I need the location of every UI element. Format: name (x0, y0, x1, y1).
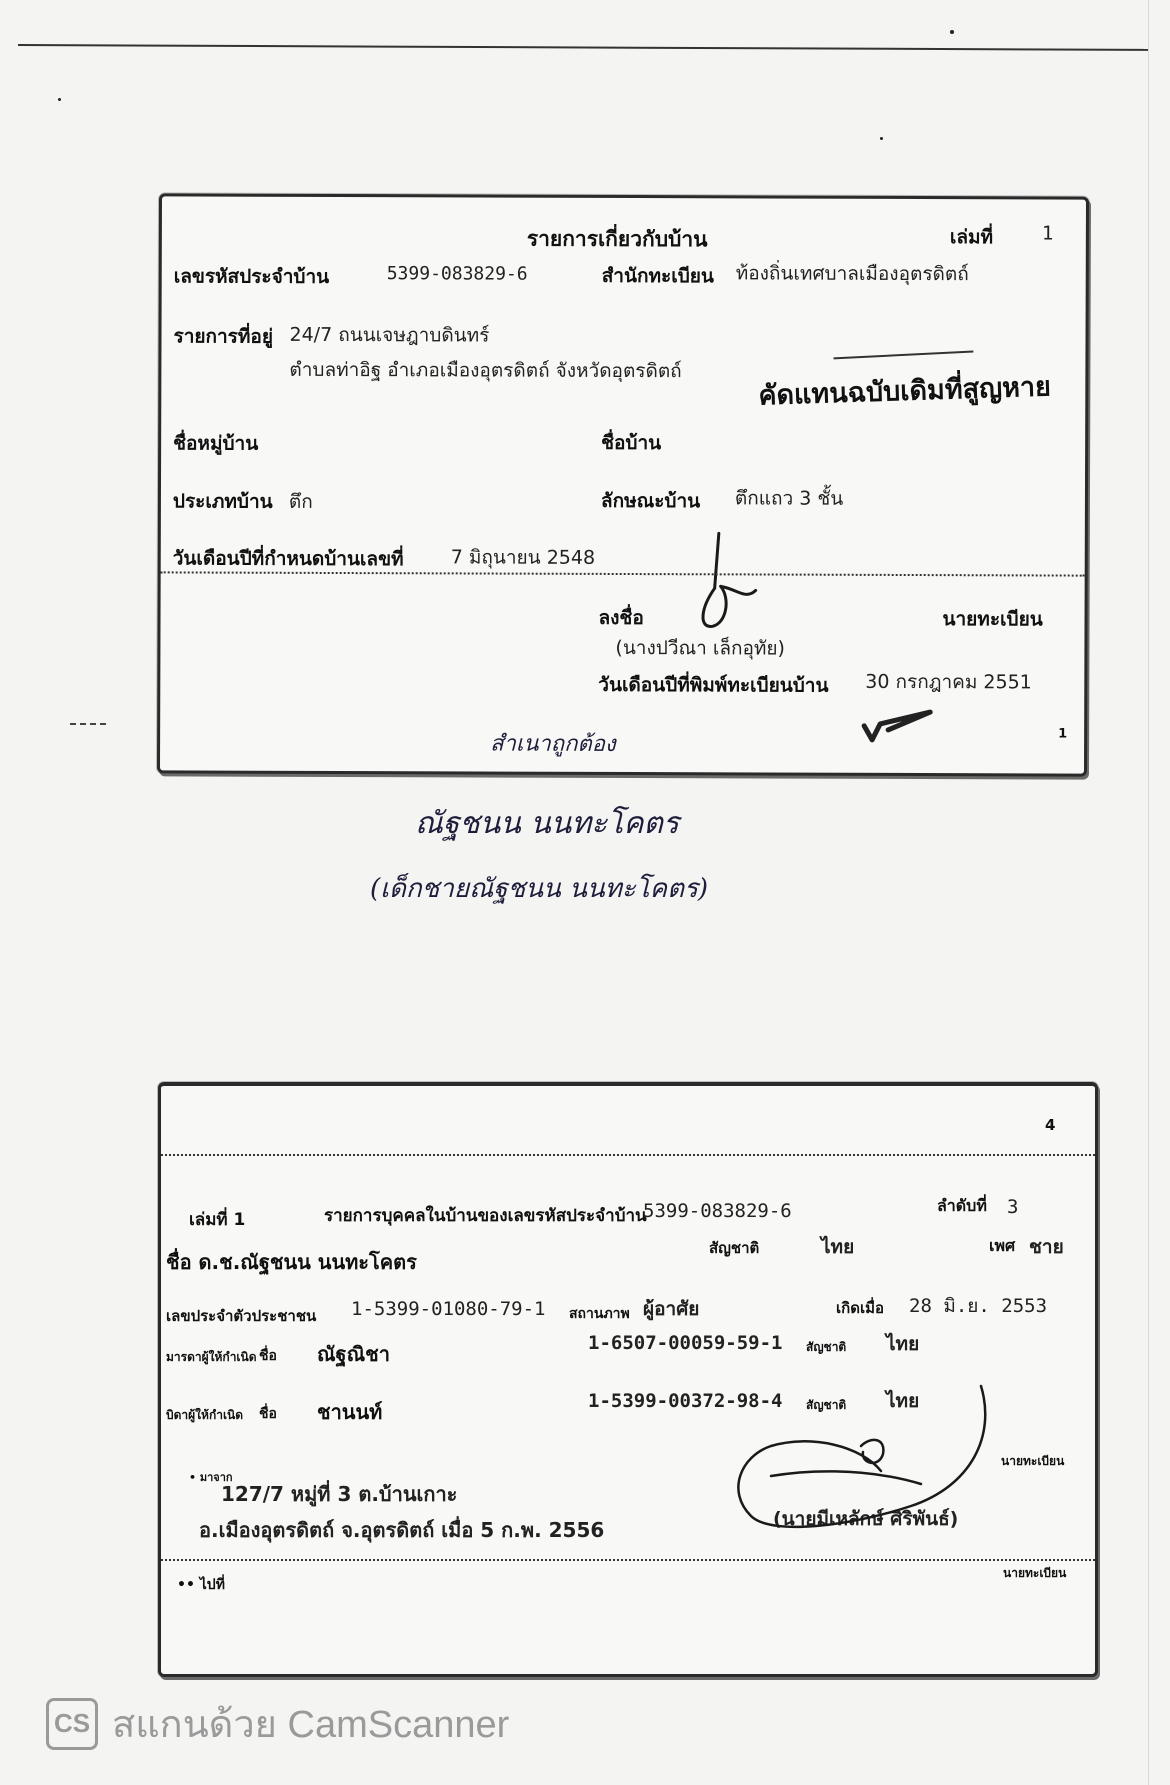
from-label: • มาจาก (189, 1471, 233, 1484)
sign-label: ลงชื่อ (598, 606, 644, 630)
mother-label: มารดาผู้ให้กำเนิด (166, 1350, 257, 1364)
replacement-stamp: คัดแทนฉบับเดิมที่สูญหาย (757, 371, 1052, 412)
order-label: ลำดับที่ (937, 1196, 987, 1215)
status-label: สถานภาพ (569, 1306, 630, 1322)
to-label: •• ไปที่ (177, 1577, 225, 1593)
house-id-value: 5399-083829-6 (643, 1200, 792, 1222)
father-nationality-value: ไทย (886, 1390, 920, 1412)
citizen-id-value: 1-5399-01080-79-1 (351, 1298, 546, 1320)
registrar-label: นายทะเบียน (942, 608, 1043, 631)
mother-id: 1-6507-00059-59-1 (588, 1332, 783, 1354)
registrar-name: (นายมีเหลักษ์ ศิริพันธ์) (773, 1508, 959, 1530)
card1-page-number: 1 (1058, 726, 1068, 742)
house-style-label: ลักษณะบ้าน (600, 489, 701, 513)
mother-nationality-value: ไทย (886, 1333, 920, 1355)
assigned-date-label: วันเดือนปีที่กำหนดบ้านเลขที่ (172, 547, 404, 571)
order-value: 3 (1007, 1196, 1019, 1218)
camscanner-logo-icon: CS (46, 1698, 98, 1750)
divider-dotted (161, 571, 1085, 576)
father-label: บิดาผู้ให้กำเนิด (166, 1408, 244, 1422)
mother-name: ณัฐณิชา (317, 1342, 390, 1366)
person-list-label: รายการบุคคลในบ้านของเลขรหัสประจำบ้าน (324, 1206, 647, 1226)
address-line1: 24/7 ถนนเจษฎาบดินทร์ (289, 323, 490, 347)
house-name-label: ชื่อบ้าน (601, 431, 662, 455)
scan-speck (950, 30, 954, 34)
assigned-date-value: 7 มิถุนายน 2548 (450, 546, 596, 569)
sex-label: เพศ (989, 1236, 1016, 1255)
nationality-value: ไทย (821, 1236, 855, 1258)
citizen-id-label: เลขประจำตัวประชาชน (166, 1307, 317, 1325)
father-name-label: ชื่อ (259, 1406, 277, 1422)
camscanner-watermark (46, 1693, 509, 1754)
father-nationality-label: สัญชาติ (806, 1398, 847, 1412)
card2-bottom-divider (161, 1559, 1095, 1561)
village-name-label: ชื่อหมู่บ้าน (173, 432, 259, 455)
print-date-value: 30 กรกฎาคม 2551 (865, 670, 1032, 694)
registrar-name: (นางปวีณา เล็กอุทัย) (615, 636, 786, 660)
card-title: รายการเกี่ยวกับบ้าน (526, 226, 708, 252)
stamp-underline (833, 351, 973, 360)
birth-value: 28 มิ.ย. 2553 (909, 1295, 1048, 1317)
house-type-label: ประเภทบ้าน (172, 490, 273, 513)
sex-value: ชาย (1029, 1236, 1064, 1258)
volume-label: เล่มที่ 1 (189, 1210, 246, 1230)
registrar-signature-1 (690, 528, 780, 638)
house-id-label: เลขรหัสประจำบ้าน (173, 265, 330, 288)
person-info-card (158, 1082, 1098, 1677)
card2-page-number: 4 (1045, 1116, 1056, 1134)
volume-label: เล่มที่ (949, 226, 994, 249)
house-info-card (157, 193, 1089, 776)
page-edge-top (18, 44, 1148, 51)
page-edge-right (1148, 0, 1149, 1785)
house-id-value: 5399-083829-6 (386, 263, 528, 285)
card2-top-divider (161, 1154, 1095, 1156)
margin-dash-mark (70, 723, 106, 725)
status-value: ผู้อาศัย (643, 1298, 700, 1320)
from-line2: อ.เมืองอุตรดิตถ์ จ.อุตรดิตถ์ เมื่อ 5 ก.พ. 2556 (199, 1518, 605, 1542)
person-name: ชื่อ ด.ช.ณัฐชนน นนทะโคตร (166, 1250, 417, 1274)
father-name: ชานนท์ (317, 1400, 383, 1424)
house-style-value: ตึกแถว 3 ชั้น (734, 487, 844, 510)
registrar-label-1: นายทะเบียน (1001, 1454, 1065, 1468)
certified-copy-note: สำเนาถูกต้อง (490, 731, 616, 757)
birth-label: เกิดเมื่อ (836, 1299, 884, 1317)
address-line2: ตำบลท่าอิฐ อำเภอเมืองอุตรดิตถ์ จังหวัดอุตรดิตถ์ (289, 358, 682, 383)
registrar-label-2: นายทะเบียน (1003, 1566, 1067, 1580)
father-id: 1-5399-00372-98-4 (588, 1390, 783, 1412)
scan-speck (880, 137, 883, 140)
office-value: ท้องถิ่นเทศบาลเมืองอุตรดิตถ์ (735, 262, 969, 286)
mother-name-label: ชื่อ (259, 1348, 277, 1364)
nationality-label: สัญชาติ (709, 1239, 760, 1257)
scan-speck (58, 98, 61, 101)
print-date-label: วันเดือนปีที่พิมพ์ทะเบียนบ้าน (598, 673, 829, 697)
address-label: รายการที่อยู่ (173, 325, 274, 348)
handwritten-full-name: (เด็กชายณัฐชนน นนทะโคตร) (370, 874, 709, 904)
mother-nationality-label: สัญชาติ (806, 1340, 847, 1354)
office-label: สำนักทะเบียน (601, 264, 714, 288)
initial-scribble (860, 704, 940, 744)
handwritten-name: ณัฐชนน นนทะโคตร (415, 806, 679, 841)
house-type-value: ตึก (288, 490, 313, 513)
camscanner-brand-text: สแกนด้วย CamScanner (112, 1704, 510, 1746)
volume-value: 1 (1041, 222, 1054, 245)
from-line1: 127/7 หมู่ที่ 3 ต.บ้านเกาะ (221, 1482, 458, 1506)
registrar-signature-2 (711, 1376, 1011, 1556)
